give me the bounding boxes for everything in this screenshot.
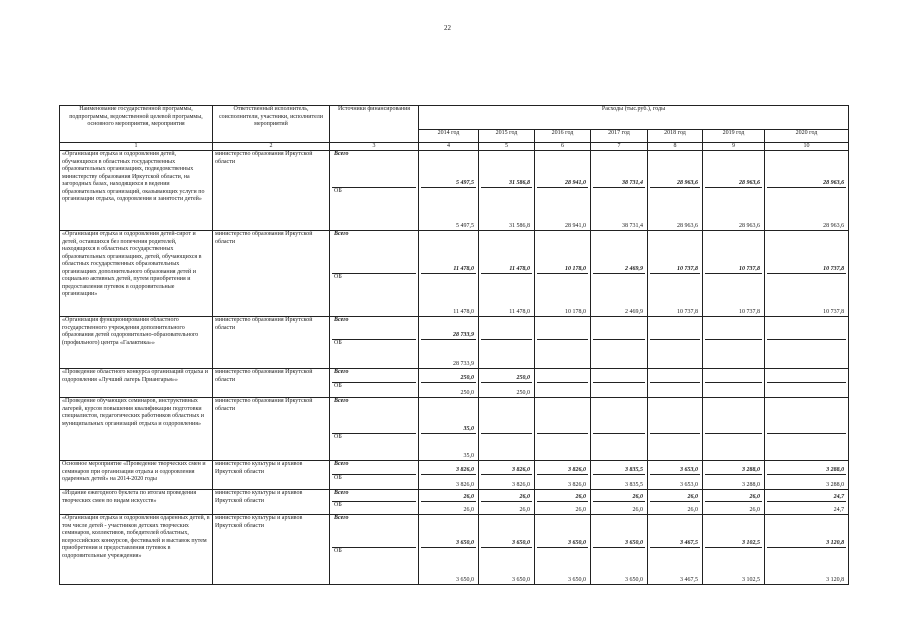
funding-source [330,398,419,461]
amount-ob: 3 120,8 [826,576,845,583]
year-amount-cell [591,369,648,398]
year-amount-cell [648,151,703,231]
year-amount-cell [535,317,591,369]
amount-ob: 3 102,5 [742,576,760,583]
table-row [60,515,849,585]
year-amount-cell [703,369,765,398]
amount-total: 3 467,5 [680,539,698,546]
amount-total: 35,0 [463,425,474,432]
amount-ob: 3 650,0 [456,576,474,583]
amount-ob: 10 737,8 [677,308,698,315]
year-amount-cell [479,317,535,369]
amount-total: 38 731,4 [622,179,643,186]
amount-ob: 26,0 [519,506,530,513]
source-ob-label: ОБ [334,188,342,194]
year-amount-cell [419,490,479,515]
amount-ob: 26,0 [575,506,586,513]
column-numbers-row [60,143,849,151]
amount-total: 10 737,8 [677,265,698,272]
year-amount-cell [648,461,703,490]
year-amount-cell [535,151,591,231]
column-number: 10 [765,143,849,151]
year-amount-cell [765,369,849,398]
year-amount-cell [479,490,535,515]
header-name: Наименование государственной программы, подпрограммы, ведомственной целевой программы, основного мероприятия, мероприятия [60,106,213,143]
source-total-label: Всего [332,151,416,188]
column-number: 1 [60,143,213,151]
table-body [60,151,849,585]
year-amount-cell [591,317,648,369]
activity-name: «Организация отдыха и оздоровления детей-сирот и детей, оставшихся без попечения родителей, находящихся в областных государственных образовательных организациях, детей, обучающихся в областных государственных образовательных организациях дополнительного образования детей и социально активных детей, путем приобретения и предоставления путевок в оздоровительные организации» [60,231,213,317]
funding-source [330,515,419,585]
amount-total: 10 178,0 [565,265,586,272]
amount-total: 3 835,5 [625,466,643,473]
source-ob-label: ОБ [334,475,342,481]
year-amount-cell [648,515,703,585]
amount-ob: 35,0 [463,452,474,459]
year-amount-cell [479,151,535,231]
amount-ob: 24,7 [833,506,845,513]
page-number: 22 [444,24,451,32]
amount-total: 26,0 [575,493,586,500]
source-total-label: Всего [332,398,416,434]
year-amount-cell [648,231,703,317]
year-amount-cell [703,490,765,515]
amount-total: 26,0 [519,493,530,500]
funding-source [330,151,419,231]
amount-total: 3 826,0 [456,466,474,473]
year-amount-cell [419,317,479,369]
amount-total: 3 650,0 [456,539,474,546]
year-amount-cell [535,515,591,585]
executor: министерство образования Иркутской области [213,317,330,369]
year-amount-cell [765,515,849,585]
column-number: 5 [479,143,535,151]
amount-ob: 10 178,0 [565,308,586,315]
column-number: 8 [648,143,703,151]
year-amount-cell [591,151,648,231]
amount-ob: 10 737,8 [739,308,760,315]
funding-source [330,369,419,398]
source-ob-label: ОБ [334,383,342,389]
column-number: 2 [213,143,330,151]
table-row [60,151,849,231]
year-amount-cell [703,461,765,490]
year-amount-cell [419,461,479,490]
amount-ob: 2 469,9 [625,308,643,315]
year-amount-cell [765,317,849,369]
amount-total: 31 586,8 [509,179,530,186]
amount-total: 28 733,9 [453,331,474,338]
source-ob-label: ОБ [334,340,342,346]
amount-total: 3 650,0 [625,539,643,546]
amount-total: 28 963,6 [739,179,760,186]
amount-total: 2 469,9 [625,265,643,272]
amount-ob: 26,0 [463,506,474,513]
amount-ob: 3 650,0 [625,576,643,583]
amount-total: 28 963,6 [823,179,845,186]
source-ob-label: ОБ [334,502,342,508]
table-row [60,461,849,490]
year-amount-cell [419,369,479,398]
year-header: 2017 год [591,130,648,143]
budget-table [59,105,849,585]
amount-total: 3 102,5 [742,539,760,546]
amount-total: 28 963,6 [677,179,698,186]
year-header: 2014 год [419,130,479,143]
amount-total: 26,0 [687,493,698,500]
amount-ob: 3 288,0 [826,481,845,488]
executor: министерство образования Иркутской области [213,231,330,317]
amount-total: 250,0 [460,374,474,381]
year-header: 2016 год [535,130,591,143]
amount-total: 3 650,0 [512,539,530,546]
source-ob-label: ОБ [334,434,342,440]
year-amount-cell [648,369,703,398]
amount-total: 10 737,8 [739,265,760,272]
table-row [60,369,849,398]
header-expenses: Расходы (тыс.руб.), годы [419,106,849,130]
year-amount-cell [648,317,703,369]
activity-name: «Организация отдыха и оздоровления одаренных детей, в том числе детей - участников детских творческих семинаров, коллективов, победителей областных, всероссийских конкурсов, фестивалей и выставок путем приобретения и предоставления путевок в оздоровительные учреждения» [60,515,213,585]
amount-ob: 3 653,0 [680,481,698,488]
year-header: 2020 год [765,130,849,143]
amount-ob: 250,0 [516,389,530,396]
source-total-label: Всего [332,461,416,475]
amount-ob: 28 963,6 [739,222,760,229]
amount-total: 26,0 [463,493,474,500]
amount-ob: 5 497,5 [456,222,474,229]
executor: министерство образования Иркутской области [213,369,330,398]
year-amount-cell [479,231,535,317]
amount-total: 26,0 [749,493,760,500]
funding-source [330,317,419,369]
amount-ob: 3 467,5 [680,576,698,583]
year-header: 2018 год [648,130,703,143]
year-amount-cell [765,151,849,231]
year-amount-cell [765,490,849,515]
column-number: 4 [419,143,479,151]
year-amount-cell [703,398,765,461]
executor: министерство культуры и архивов Иркутской области [213,461,330,490]
year-amount-cell [591,398,648,461]
amount-total: 28 941,0 [565,179,586,186]
executor: министерство культуры и архивов Иркутской области [213,490,330,515]
amount-ob: 26,0 [749,506,760,513]
year-amount-cell [591,515,648,585]
executor: министерство образования Иркутской области [213,151,330,231]
funding-source [330,461,419,490]
amount-total: 3 650,0 [568,539,586,546]
amount-ob: 3 826,0 [568,481,586,488]
activity-name: «Проведение обучающих семинаров, инструктивных лагерей, курсов повышения квалификации подготовки специалистов, педагогических работников областных и муниципальных организаций отдыха и оздоровления» [60,398,213,461]
year-amount-cell [535,398,591,461]
amount-total: 11 478,0 [453,265,474,272]
year-amount-cell [535,490,591,515]
year-amount-cell [419,398,479,461]
year-amount-cell [648,490,703,515]
amount-ob: 28 963,6 [823,222,845,229]
column-number: 9 [703,143,765,151]
amount-ob: 26,0 [632,506,643,513]
header-source: Источники финансирования [330,106,419,143]
amount-ob: 3 650,0 [568,576,586,583]
amount-ob: 3 650,0 [512,576,530,583]
amount-ob: 28 733,9 [453,360,474,367]
year-amount-cell [591,231,648,317]
year-amount-cell [479,515,535,585]
amount-total: 250,0 [516,374,530,381]
amount-total: 3 288,0 [742,466,760,473]
year-amount-cell [419,151,479,231]
source-total-label: Всего [332,231,416,274]
executor: министерство культуры и архивов Иркутской области [213,515,330,585]
year-amount-cell [765,231,849,317]
funding-source [330,231,419,317]
table-row [60,490,849,515]
amount-ob: 3 288,0 [742,481,760,488]
year-header: 2019 год [703,130,765,143]
column-number: 6 [535,143,591,151]
header-executor: Ответственный исполнитель, соисполнители, участники, исполнители мероприятий [213,106,330,143]
year-amount-cell [765,398,849,461]
amount-ob: 26,0 [687,506,698,513]
amount-ob: 28 963,6 [677,222,698,229]
funding-source [330,490,419,515]
year-amount-cell [703,515,765,585]
table-row [60,231,849,317]
amount-total: 3 288,0 [826,466,845,473]
amount-ob: 250,0 [460,389,474,396]
source-ob-label: ОБ [334,548,342,554]
source-total-label: Всего [332,317,416,340]
year-amount-cell [591,490,648,515]
column-number: 7 [591,143,648,151]
amount-total: 3 826,0 [568,466,586,473]
year-amount-cell [703,231,765,317]
year-amount-cell [479,461,535,490]
amount-ob: 38 731,4 [622,222,643,229]
activity-name: «Организация функционирования областного государственного учреждения дополнительного образования детей оздоровительно-образовательного (профильного) центра «Галактика»» [60,317,213,369]
activity-name: Основное мероприятие «Проведение творческих смен и семинаров при организации отдыха и оздоровления одаренных детей» на 2014-2020 годы [60,461,213,490]
year-amount-cell [765,461,849,490]
year-amount-cell [703,151,765,231]
source-total-label: Всего [332,515,416,548]
year-amount-cell [479,369,535,398]
amount-ob: 3 835,5 [625,481,643,488]
amount-total: 3 826,0 [512,466,530,473]
year-amount-cell [703,317,765,369]
amount-ob: 11 478,0 [509,308,530,315]
source-ob-label: ОБ [334,274,342,280]
year-amount-cell [419,515,479,585]
year-amount-cell [535,231,591,317]
amount-total: 5 497,5 [456,179,474,186]
year-amount-cell [419,231,479,317]
table-row [60,398,849,461]
activity-name: «Организация отдыха и оздоровления детей, обучающихся в областных государственных образовательных организациях, подведомственных министерству образования Иркутской области, на загородных базах, находящихся в ведении образовательных организаций, оказывающих услуги по организации отдыха, оздоровления и занятости детей» [60,151,213,231]
year-amount-cell [479,398,535,461]
year-header: 2015 год [479,130,535,143]
amount-total: 3 653,0 [680,466,698,473]
source-total-label: Всего [332,490,416,502]
amount-ob: 11 478,0 [453,308,474,315]
amount-ob: 28 941,0 [565,222,586,229]
executor: министерство образования Иркутской области [213,398,330,461]
column-number: 3 [330,143,419,151]
amount-ob: 3 826,0 [456,481,474,488]
amount-total: 3 120,8 [826,539,845,546]
amount-ob: 3 826,0 [512,481,530,488]
amount-total: 10 737,8 [823,265,845,272]
amount-ob: 31 586,8 [509,222,530,229]
activity-name: «Проведение областного конкурса организаций отдыха и оздоровления «Лучший лагерь Приангарья»» [60,369,213,398]
amount-total: 26,0 [632,493,643,500]
amount-total: 24,7 [833,493,845,500]
source-total-label: Всего [332,369,416,383]
year-amount-cell [591,461,648,490]
amount-ob: 10 737,8 [823,308,845,315]
year-amount-cell [535,461,591,490]
year-amount-cell [648,398,703,461]
year-amount-cell [535,369,591,398]
activity-name: «Издание ежегодного буклета по итогам проведения творческих смен по видам искусств» [60,490,213,515]
amount-total: 11 478,0 [509,265,530,272]
table-row [60,317,849,369]
